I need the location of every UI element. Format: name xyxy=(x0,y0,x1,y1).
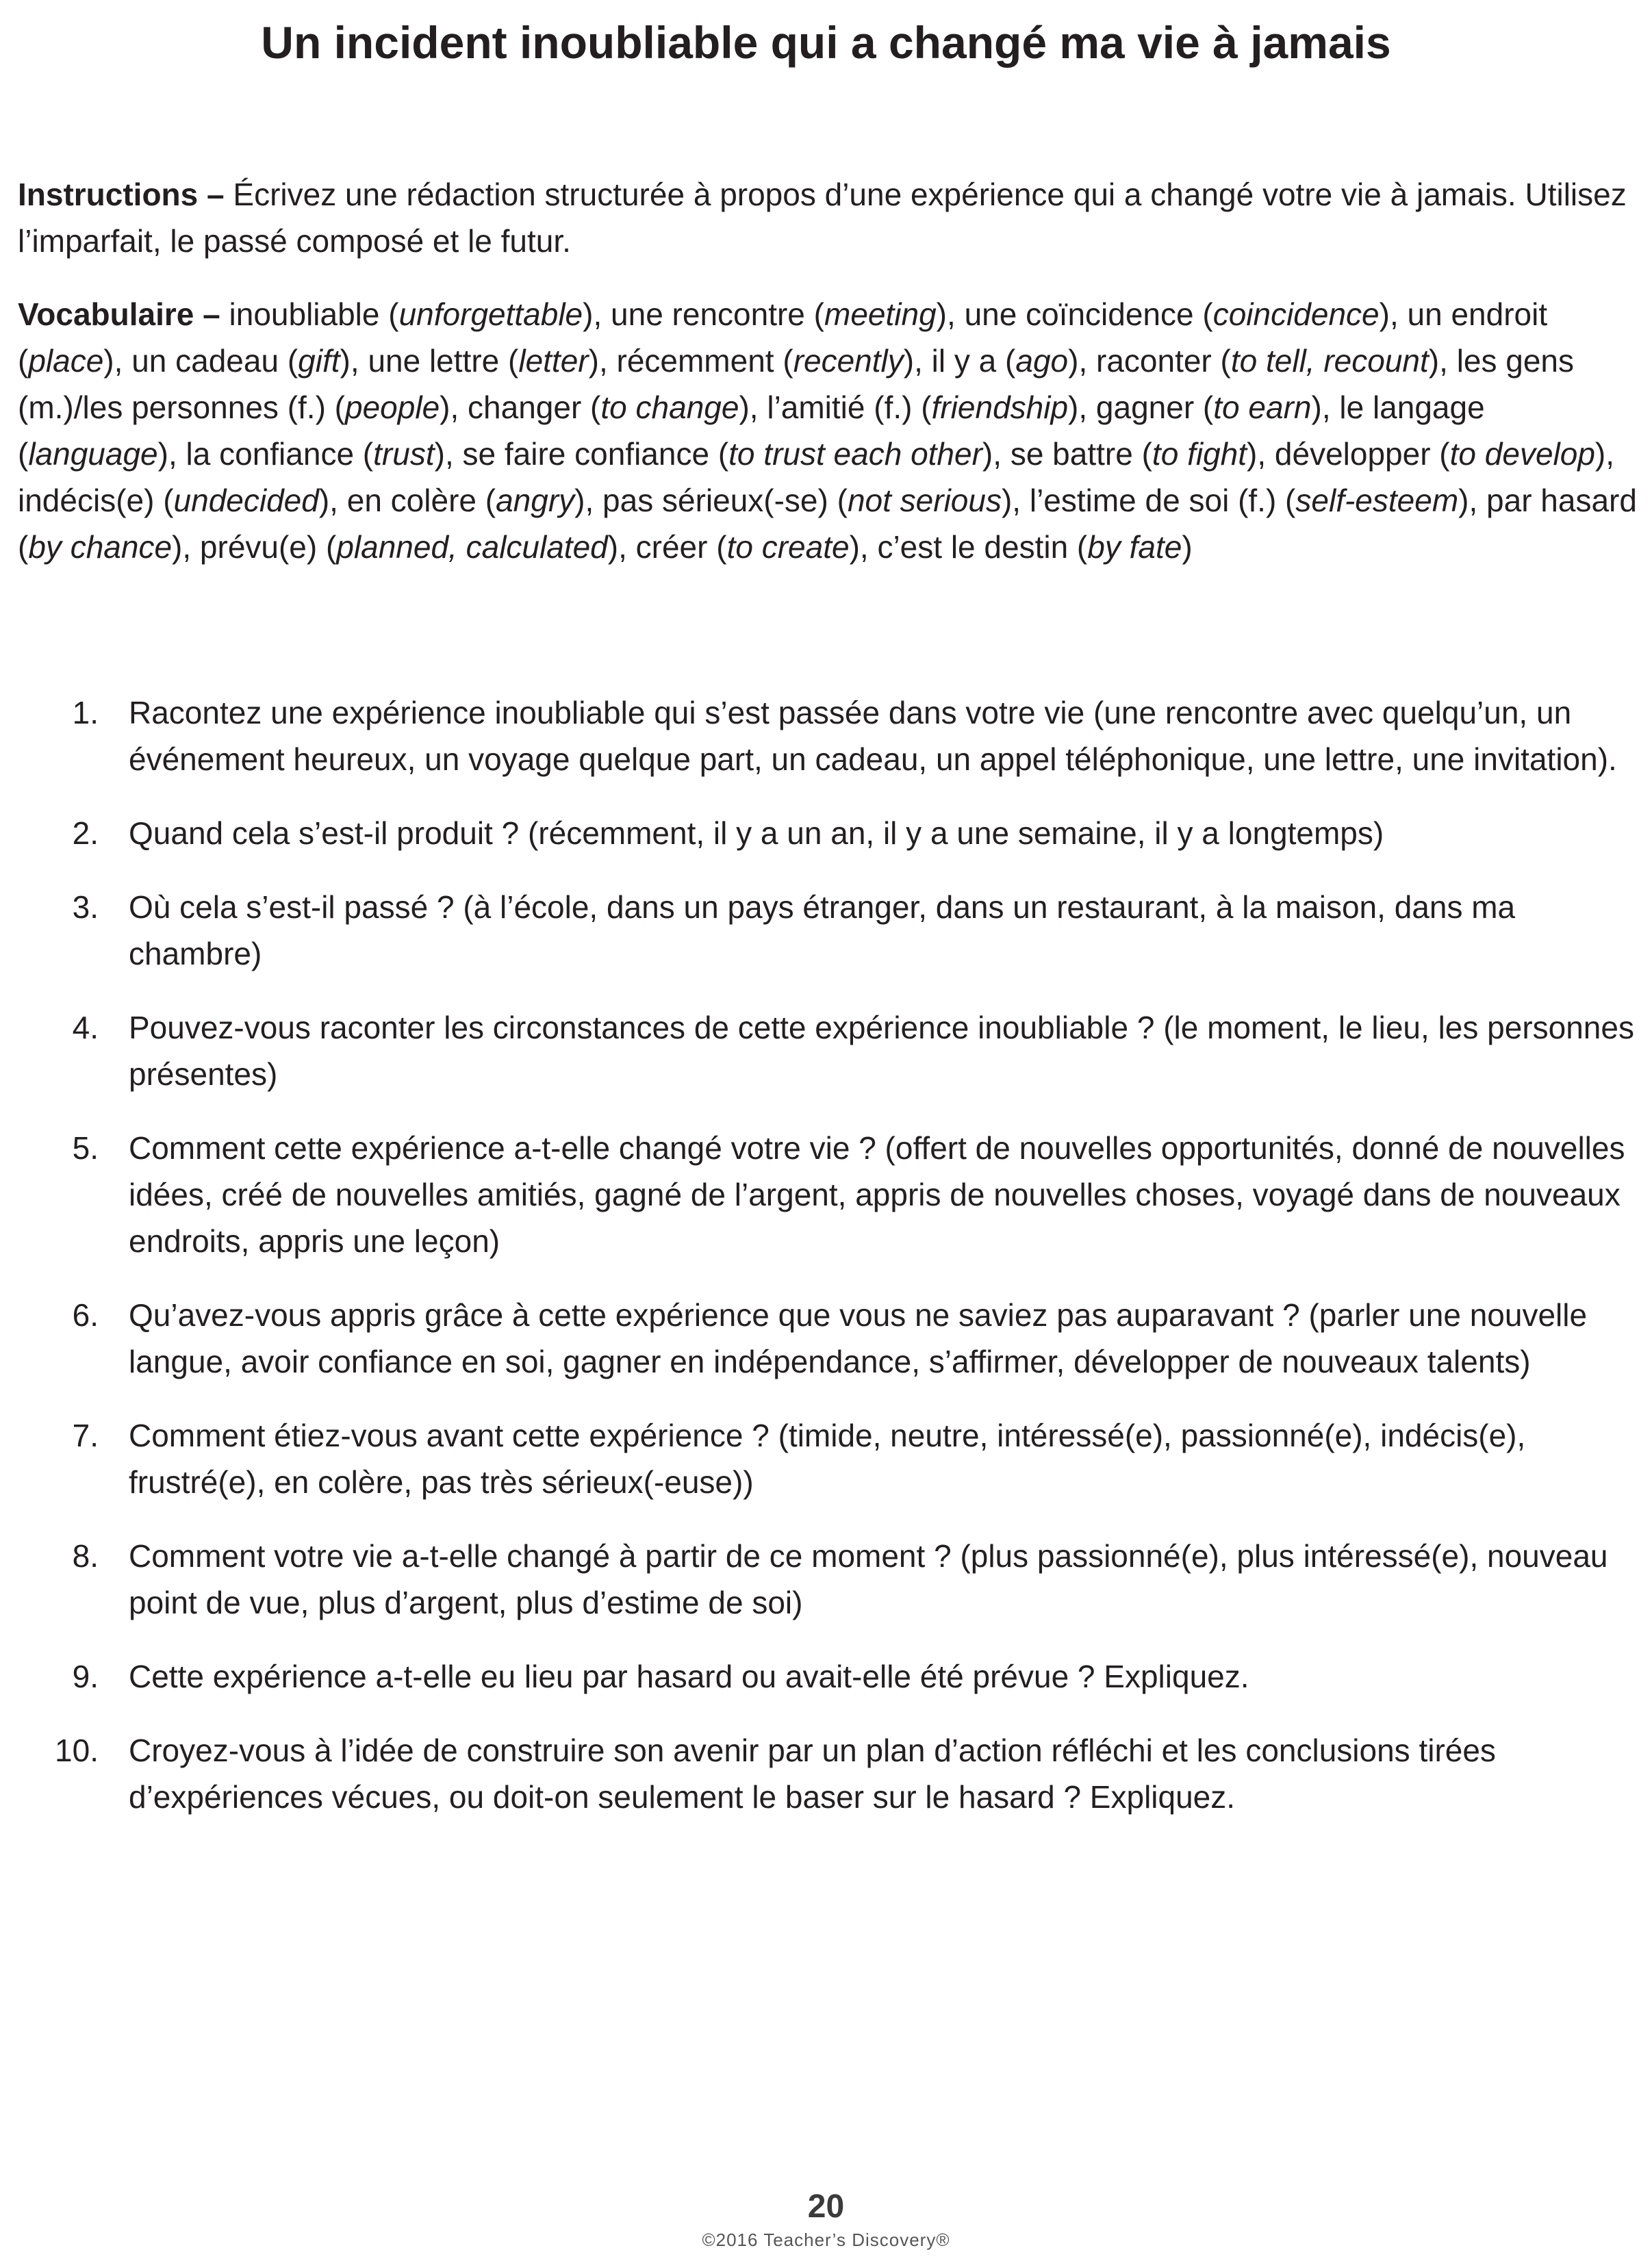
vocabulary-french: raconter xyxy=(1096,343,1212,379)
vocabulary-french: l’amitié (f.) xyxy=(767,390,913,425)
vocabulary-item: la confiance (trust) xyxy=(186,436,445,472)
vocabulary-english: to change xyxy=(600,390,739,425)
question-text: Racontez une expérience inoubliable qui s’est passée dans votre vie (une rencontre avec quelqu’un, un événement heureux, un voyage quelque part, un cadeau, un appel téléphonique, une lettre, une invitation). xyxy=(129,695,1617,777)
vocabulary-english: by chance xyxy=(28,529,173,565)
vocabulary-french: il y a xyxy=(931,343,997,379)
vocabulary-english: planned, calculated xyxy=(336,529,608,565)
question-number: 3. xyxy=(72,889,99,925)
instructions-paragraph xyxy=(18,171,1640,264)
question-number: 6. xyxy=(72,1297,99,1333)
vocabulary-french: gagner xyxy=(1095,390,1195,425)
vocabulary-english: to trust each other xyxy=(728,436,982,472)
vocabulary-item: créer (to create) xyxy=(635,529,860,565)
vocabulary-english: friendship xyxy=(931,390,1069,425)
vocabulary-item: développer (to develop) xyxy=(1274,436,1606,472)
vocabulary-french: pas sérieux(-se) xyxy=(602,483,828,518)
vocabulary-paragraph xyxy=(18,291,1640,570)
vocabulary-french: c’est le destin xyxy=(877,529,1069,565)
vocabulary-english: people xyxy=(345,390,440,425)
vocabulary-french: un cadeau xyxy=(131,343,279,379)
question-number: 1. xyxy=(72,695,99,730)
question-text: Qu’avez-vous appris grâce à cette expérience que vous ne saviez pas auparavant ? (parler une nouvelle langue, avoir confiance en soi, gagner en indépendance, s’affirmer, développer de nouveaux talents) xyxy=(129,1297,1588,1379)
question-item xyxy=(0,1004,1643,1097)
vocabulary-item: en colère (angry) xyxy=(346,483,585,518)
vocabulary-item: une rencontre (meeting) xyxy=(611,296,947,332)
question-number: 10. xyxy=(55,1733,99,1768)
vocabulary-english: to tell, recount xyxy=(1230,343,1429,379)
page-number: 20 xyxy=(807,2188,845,2225)
vocabulary-french: inoubliable xyxy=(229,296,380,332)
vocabulary-item: le langage (language) xyxy=(18,390,1485,472)
vocabulary-french: un endroit xyxy=(1407,296,1548,332)
vocabulary-english: to create xyxy=(726,529,850,565)
vocabulary-item: l’estime de soi (f.) (self-esteem) xyxy=(1029,483,1469,518)
vocabulary-english: angry xyxy=(496,483,575,518)
question-text: Comment votre vie a-t-elle changé à partir de ce moment ? (plus passionné(e), plus intéressé(e), nouveau point de vue, plus d’argent, plus d’estime de soi) xyxy=(129,1538,1608,1620)
vocabulary-english: coincidence xyxy=(1212,296,1380,332)
vocabulary-item: inoubliable (unforgettable) xyxy=(229,296,594,332)
question-number: 9. xyxy=(72,1659,99,1694)
vocabulary-english: not serious xyxy=(847,483,1002,518)
question-text: Quand cela s’est-il produit ? (récemment, il y a un an, il y a une semaine, il y a longtemps) xyxy=(129,815,1384,851)
question-text: Comment cette expérience a-t-elle changé votre vie ? (offert de nouvelles opportunités, donné de nouvelles idées, créé de nouvelles amitiés, gagné de l’argent, appris de nouvelles choses, voyagé dans de nouveaux endroits, appris une leçon) xyxy=(129,1130,1625,1259)
vocabulary-french: le langage xyxy=(1339,390,1485,425)
vocabulary-english: trust xyxy=(373,436,435,472)
vocabulary-item: raconter (to tell, recount) xyxy=(1096,343,1440,379)
vocabulary-french: par hasard xyxy=(1486,483,1637,518)
vocabulary-english: to fight xyxy=(1152,436,1247,472)
question-item xyxy=(0,1727,1643,1820)
vocabulary-french: créer xyxy=(635,529,708,565)
vocabulary-french: se faire confiance xyxy=(462,436,710,472)
vocabulary-label: Vocabulaire – xyxy=(18,296,220,332)
vocabulary-french: changer xyxy=(468,390,582,425)
vocabulary-item: gagner (to earn) xyxy=(1095,390,1322,425)
vocabulary-french: indécis(e) xyxy=(18,483,155,518)
vocabulary-french: la confiance xyxy=(186,436,355,472)
vocabulary-french: se battre xyxy=(1010,436,1133,472)
question-item xyxy=(0,1125,1643,1264)
vocabulary-item: prévu(e) (planned, calculated) xyxy=(199,529,619,565)
vocabulary-item: récemment (recently) xyxy=(616,343,915,379)
instructions-label: Instructions – xyxy=(18,177,225,212)
question-text: Croyez-vous à l’idée de construire son avenir par un plan d’action réfléchi et les conclusions tirées d’expériences vécues, ou doit-on seulement le baser sur le hasard ? Expliquez. xyxy=(129,1733,1496,1815)
question-number: 7. xyxy=(72,1418,99,1453)
page-title: Un incident inoubliable qui a changé ma vie à jamais xyxy=(261,17,1391,68)
vocabulary-english: by fate xyxy=(1087,529,1182,565)
vocabulary-english: undecided xyxy=(173,483,319,518)
vocabulary-item: une lettre (letter) xyxy=(368,343,599,379)
question-item xyxy=(0,810,1643,856)
question-text: Où cela s’est-il passé ? (à l’école, dans un pays étranger, dans un restaurant, à la maison, dans ma chambre) xyxy=(129,889,1516,971)
vocabulary-item: un cadeau (gift) xyxy=(131,343,351,379)
vocabulary-item: c’est le destin (by fate) xyxy=(877,529,1193,565)
vocabulary-french: les gens (m.)/les personnes (f.) xyxy=(18,343,1575,425)
question-item xyxy=(0,1653,1643,1700)
question-item xyxy=(0,689,1643,782)
vocabulary-item: les gens (m.)/les personnes (f.) (people) xyxy=(18,343,1575,425)
vocabulary-english: gift xyxy=(298,343,340,379)
vocabulary-french: une rencontre xyxy=(611,296,805,332)
question-list xyxy=(0,689,1643,1848)
copyright-notice: ©2016 Teacher’s Discovery® xyxy=(702,2230,950,2250)
vocabulary-item: une coïncidence (coincidence) xyxy=(964,296,1390,332)
question-number: 8. xyxy=(72,1538,99,1574)
vocabulary-item: il y a (ago) xyxy=(931,343,1079,379)
vocabulary-english: self-esteem xyxy=(1295,483,1459,518)
vocabulary-english: ago xyxy=(1015,343,1069,379)
question-number: 5. xyxy=(72,1130,99,1166)
question-item xyxy=(0,1412,1643,1505)
vocabulary-item: indécis(e) (undecided) xyxy=(18,483,330,518)
vocabulary-french: développer xyxy=(1274,436,1431,472)
vocabulary-french: prévu(e) xyxy=(199,529,318,565)
question-text: Cette expérience a-t-elle eu lieu par hasard ou avait-elle été prévue ? Expliquez. xyxy=(129,1659,1249,1694)
instructions-text: Écrivez une rédaction structurée à propos d’une expérience qui a changé votre vie à jamais. Utilisez l’imparfait, le passé composé et le futur. xyxy=(18,177,1627,259)
vocabulary-item: se faire confiance (to trust each other) xyxy=(462,436,993,472)
vocabulary-item: changer (to change) xyxy=(468,390,750,425)
vocabulary-french: l’estime de soi (f.) xyxy=(1029,483,1277,518)
vocabulary-item: l’amitié (f.) (friendship) xyxy=(767,390,1079,425)
vocabulary-item: pas sérieux(-se) (not serious) xyxy=(602,483,1013,518)
vocabulary-item: se battre (to fight) xyxy=(1010,436,1258,472)
question-item xyxy=(0,884,1643,977)
vocabulary-french: en colère xyxy=(346,483,476,518)
question-item xyxy=(0,1533,1643,1626)
vocabulary-english: meeting xyxy=(824,296,937,332)
vocabulary-item: un endroit (place) xyxy=(18,296,1548,379)
vocabulary-english: letter xyxy=(518,343,589,379)
vocabulary-french: récemment xyxy=(616,343,774,379)
vocabulary-english: to earn xyxy=(1213,390,1312,425)
question-text: Comment étiez-vous avant cette expérience ? (timide, neutre, intéressé(e), passionné(e), indécis(e), frustré(e), en colère, pas très sérieux(-euse)) xyxy=(129,1418,1526,1500)
question-number: 2. xyxy=(72,815,99,851)
vocabulary-english: language xyxy=(28,436,158,472)
vocabulary-english: recently xyxy=(793,343,904,379)
vocabulary-french: une coïncidence xyxy=(964,296,1194,332)
vocabulary-english: unforgettable xyxy=(398,296,583,332)
vocabulary-french: une lettre xyxy=(368,343,500,379)
question-text: Pouvez-vous raconter les circonstances de cette expérience inoubliable ? (le moment, le lieu, les personnes présentes) xyxy=(129,1010,1634,1092)
vocabulary-item: par hasard (by chance) xyxy=(18,483,1637,565)
question-number: 4. xyxy=(72,1010,99,1045)
vocabulary-english: to develop xyxy=(1449,436,1595,472)
vocabulary-list: inoubliable (unforgettable), une rencontre (meeting), une coïncidence (coincidence), un endroit (place), un cadeau (gift), une lettre (letter), récemment (recently), il y a (ago), raconter (to tell, recount), les gens (m.)/les personnes (f.) (people), changer (to change), l’amitié (f.) (friendship), gagner (to earn), le langage (language), la confiance (trust), se faire confiance (to trust each other), se battre (to fight), développer (to develop), indécis(e) (undecided), en colère (angry), pas sérieux(-se) (not serious), l’estime de soi (f.) (self-esteem), par hasard (by chance), prévu(e) (planned, calculated), créer (to create), c’est le destin (by fate) xyxy=(18,296,1637,565)
vocabulary-english: place xyxy=(28,343,104,379)
question-item xyxy=(0,1292,1643,1385)
